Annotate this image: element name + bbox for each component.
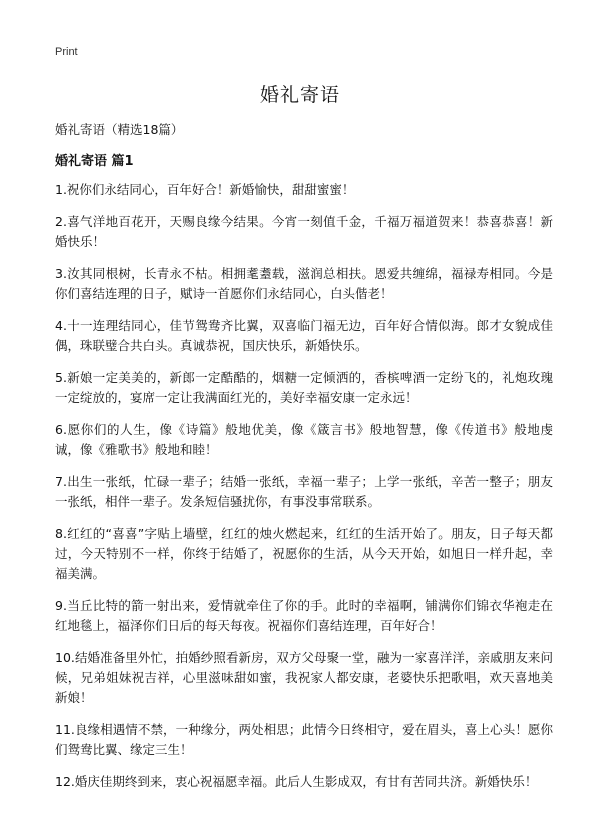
wish-item: 4.十一连理结同心，佳节鸳鸯齐比翼，双喜临门福无边，百年好合情似海。郎才女貌成佳偶，珠联璧合共白头。真诚恭祝，国庆快乐，新婚快乐。 (55, 318, 553, 353)
wish-item: 5.新娘一定美美的，新郎一定酷酷的，烟糖一定倾洒的，香槟啤酒一定纷飞的，礼炮玫瑰一定绽放的，宴席一定让我满面红光的，美好幸福安康一定永远！ (55, 370, 553, 405)
wish-item: 10.结婚准备里外忙，拍婚纱照看新房，双方父母聚一堂，融为一家喜洋洋，亲戚朋友来问候，兄弟姐妹祝吉祥，心里滋味甜如蜜，我祝家人都安康，老婆快乐把歌唱，欢天喜地美新娘！ (55, 650, 553, 705)
document-subtitle: 婚礼寄语（精选18篇） (55, 122, 184, 137)
wish-item: 12.婚庆佳期终到来，衷心祝福愿幸福。此后人生影成双，有甘有苦同共济。新婚快乐！ (55, 774, 538, 789)
section-heading: 婚礼寄语 篇1 (55, 154, 134, 169)
wish-item: 2.喜气洋地百花开，天赐良缘今结果。今宵一刻值千金，千福万福道贺来！恭喜恭喜！新婚快乐！ (55, 214, 553, 249)
page-title: 婚礼寄语 (259, 84, 340, 106)
wish-item: 1.祝你们永结同心，百年好合！新婚愉快，甜甜蜜蜜！ (55, 182, 355, 197)
wish-list (55, 180, 553, 804)
wish-item: 9.当丘比特的箭一射出来，爱情就牵住了你的手。此时的幸福啊，铺满你们锦衣华袍走在红地毯上，福泽你们日后的每天每夜。祝福你们喜结连理，百年好合！ (55, 598, 553, 633)
print-label: Print (55, 46, 78, 58)
wish-item: 8.红红的“喜喜”字贴上墙壁，红红的烛火燃起来，红红的生活开始了。朋友，日子每天都过，今天特别不一样，你终于结婚了，祝愿你的生活，从今天开始，如旭日一样升起，幸福美满。 (55, 526, 553, 581)
wish-item: 7.出生一张纸，忙碌一辈子；结婚一张纸，幸福一辈子；上学一张纸，辛苦一整子；朋友一张纸，相伴一辈子。发条短信骚扰你，有事没事常联系。 (55, 474, 553, 509)
wish-item: 3.汝其同根树，长青永不枯。相拥耄耋载，滋润总相扶。恩爱共缠绵，福禄寿相同。今是你们喜结连理的日子，赋诗一首愿你们永结同心，白头偕老！ (55, 266, 553, 301)
wish-item: 6.愿你们的人生，像《诗篇》般地优美，像《箴言书》般地智慧，像《传道书》般地虔诚，像《雅歌书》般地和睦！ (55, 422, 553, 457)
wish-item: 11.良缘相遇情不禁，一种缘分，两处相思；此情今日终相守，爱在眉头，喜上心头！愿你们鸳鸯比翼、缘定三生！ (55, 722, 553, 757)
